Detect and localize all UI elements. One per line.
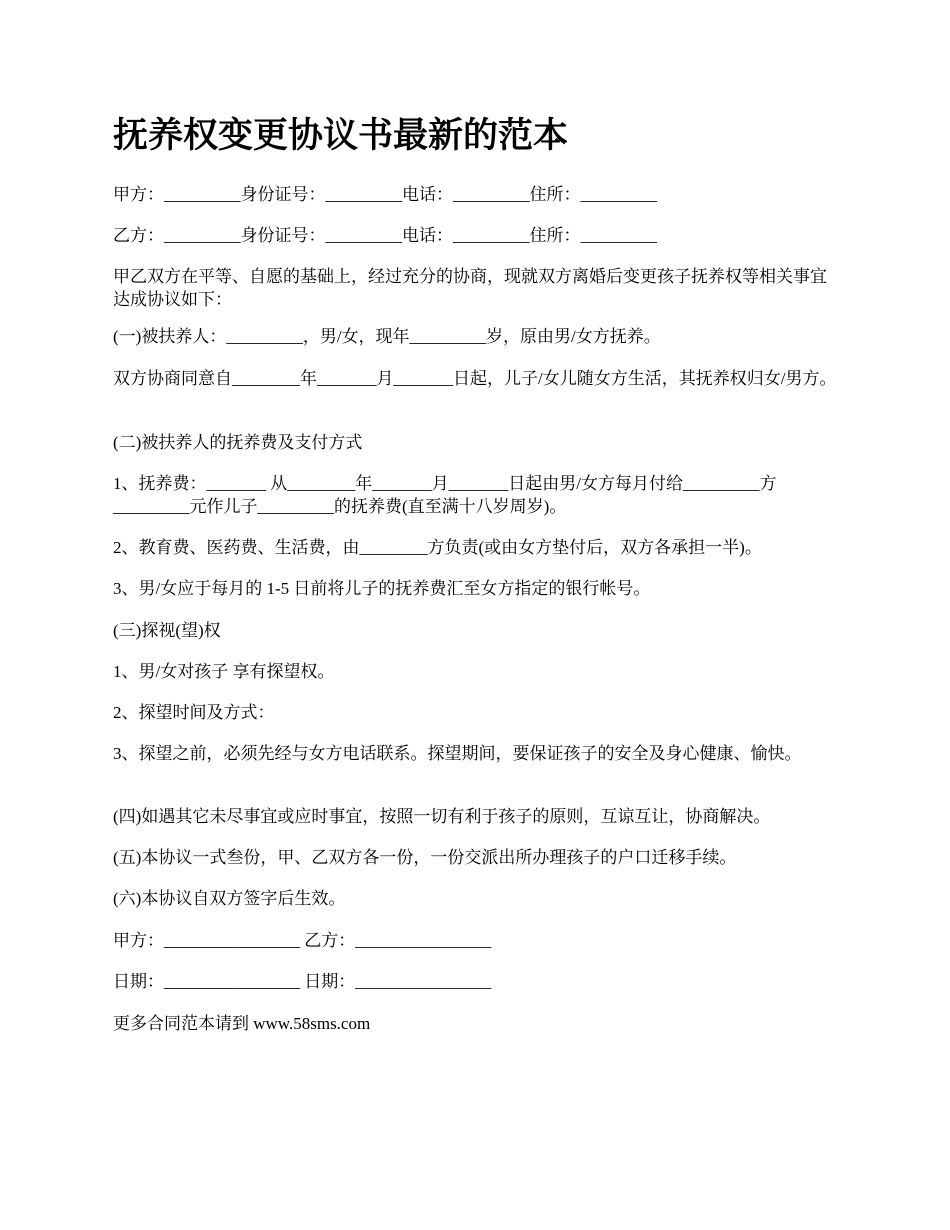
section-1-dependent: (一)被扶养人：_________，男/女，现年_________岁，原由男/女方抚养。: [113, 327, 661, 346]
section-5-paragraph: (五)本协议一式叁份，甲、乙双方各一份，一份交派出所办理孩子的户口迁移手续。: [113, 848, 737, 867]
visitation-right-paragraph: 1、男/女对孩子 享有探望权。: [113, 662, 335, 681]
section-6-paragraph: (六)本协议自双方签字后生效。: [113, 889, 346, 908]
party-b-info: 乙方：_________身份证号：_________电话：_________住所：_________: [113, 226, 657, 245]
document-title: 抚养权变更协议书最新的范本: [113, 116, 569, 155]
section-4-paragraph: (四)如遇其它未尽事宜或应时事宜，按照一切有利于孩子的原则，互谅互让，协商解决。: [113, 807, 771, 826]
signature-line: 甲方：________________ 乙方：________________: [113, 931, 492, 950]
support-fee-paragraph: 1、抚养费：_______ 从________年_______月_______日起由男/女方每月付给_________方_________元作儿子_________的抚养费(直至满十八岁周岁)。: [113, 474, 777, 516]
preamble-paragraph: 甲乙双方在平等、自愿的基础上，经过充分的协商，现就双方离婚后变更孩子抚养权等相关事宜达成协议如下：: [113, 267, 827, 309]
party-a-info: 甲方：_________身份证号：_________电话：_________住所：_________: [113, 185, 657, 204]
visitation-conditions-paragraph: 3、探望之前，必须先经与女方电话联系。探望期间，要保证孩子的安全及身心健康、愉快。: [113, 744, 802, 763]
section-2-heading: (二)被扶养人的抚养费及支付方式: [113, 433, 363, 452]
custody-agreement-paragraph: 双方协商同意自________年_______月_______日起，儿子/女儿随女方生活，其抚养权归女/男方。: [113, 369, 837, 388]
visitation-time-paragraph: 2、探望时间及方式：: [113, 703, 275, 722]
section-3-heading: (三)探视(望)权: [113, 621, 221, 640]
expenses-paragraph: 2、教育费、医药费、生活费，由________方负责(或由女方垫付后，双方各承担一半)。: [113, 538, 762, 557]
footer-note: 更多合同范本请到 www.58sms.com: [113, 1014, 371, 1033]
payment-date-paragraph: 3、男/女应于每月的 1-5 日前将儿子的抚养费汇至女方指定的银行帐号。: [113, 579, 651, 598]
date-line: 日期：________________ 日期：________________: [113, 972, 492, 991]
